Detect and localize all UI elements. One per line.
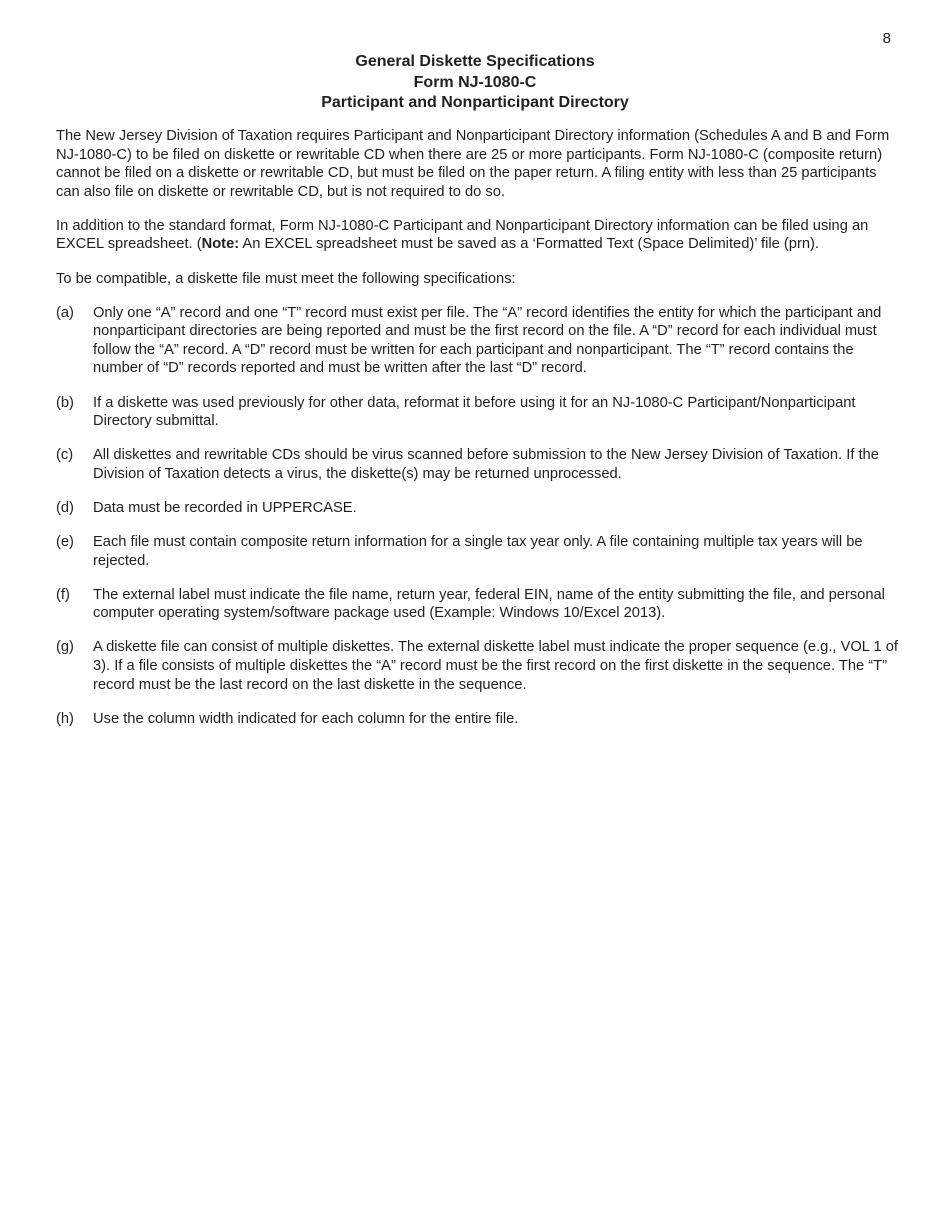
spec-label: (b)	[56, 394, 74, 411]
intro-paragraph: The New Jersey Division of Taxation requires Participant and Nonparticipant Directory information (Schedules A and B and Form NJ-1080-C) to be filed on diskette or rewritable CD when there are 25 or more participants. Form NJ-1080-C (composite return) cannot be filed on a diskette or rewritable CD, but must be filed on the paper return. A filing entity with less than 25 participants can also file on diskette or rewritable CD, but is not required to do so.	[56, 128, 890, 200]
excel-paragraph	[56, 217, 898, 254]
spec-item-g	[56, 638, 898, 694]
document-body	[56, 127, 898, 744]
title-line-2: Form NJ-1080-C	[413, 73, 537, 91]
spec-text: If a diskette was used previously for other data, reformat it before using it for an NJ-1080-C Participant/Nonparticipant Directory submittal.	[93, 394, 856, 430]
page-number: 8	[882, 30, 891, 47]
spec-text: Data must be recorded in UPPERCASE.	[93, 499, 357, 516]
spec-item-f	[56, 586, 898, 623]
spec-text: A diskette file can consist of multiple diskettes. The external diskette label must indicate the proper sequence (e.g., VOL 1 of 3). If a file consists of multiple diskettes the “A” record must be the first record on the first diskette in the sequence. The “T” record must be the last record on the last diskette in the sequence.	[93, 639, 898, 693]
spec-list	[56, 304, 898, 729]
spec-item-e	[56, 533, 898, 570]
spec-item-a	[56, 304, 898, 378]
page-title	[0, 52, 950, 114]
compat-paragraph: To be compatible, a diskette file must meet the following specifications:	[56, 270, 516, 287]
spec-text: All diskettes and rewritable CDs should be virus scanned before submission to the New Jersey Division of Taxation. If the Division of Taxation detects a virus, the diskette(s) may be returned unprocessed.	[93, 447, 879, 482]
spec-label: (e)	[56, 534, 74, 550]
spec-label: (g)	[56, 639, 74, 656]
spec-label: (a)	[56, 304, 74, 321]
spec-label: (d)	[56, 499, 74, 516]
spec-label: (f)	[56, 586, 70, 603]
note-label: Note:	[201, 236, 240, 253]
spec-text: Each file must contain composite return information for a single tax year only. A file containing multiple tax years will be rejected.	[93, 534, 863, 569]
spec-text: Use the column width indicated for each column for the entire file.	[93, 710, 519, 727]
spec-text: The external label must indicate the file name, return year, federal EIN, name of the entity submitting the file, and personal computer operating system/software package used (Example: Windows 10/Excel 2013).	[93, 586, 885, 622]
excel-text-before: In addition to the standard format, Form NJ-1080-C Participant and Nonparticipant Directory information can be filed using an EXCEL spreadsheet. (	[56, 217, 869, 253]
spec-item-b	[56, 394, 898, 431]
spec-item-h	[56, 710, 898, 729]
title-line-1: General Diskette Specifications	[355, 53, 595, 70]
spec-item-d	[56, 499, 898, 518]
spec-label: (c)	[56, 447, 74, 464]
title-line-3: Participant and Nonparticipant Directory	[321, 94, 629, 111]
spec-label: (h)	[56, 710, 74, 727]
spec-text: Only one “A” record and one “T” record must exist per file. The “A” record identifies the entity for which the participant and nonparticipant directories are being reported and must be the first record on the file. A “D” record for each individual must follow the “A” record. A “D” record must be written for each participant and nonparticipant. The “T” record contains the number of “D” records reported and must be written after the last “D” record.	[93, 304, 882, 377]
excel-text-after: An EXCEL spreadsheet must be saved as a ‘Formatted Text (Space Delimited)’ file (prn).	[239, 236, 819, 253]
spec-item-c	[56, 446, 898, 483]
